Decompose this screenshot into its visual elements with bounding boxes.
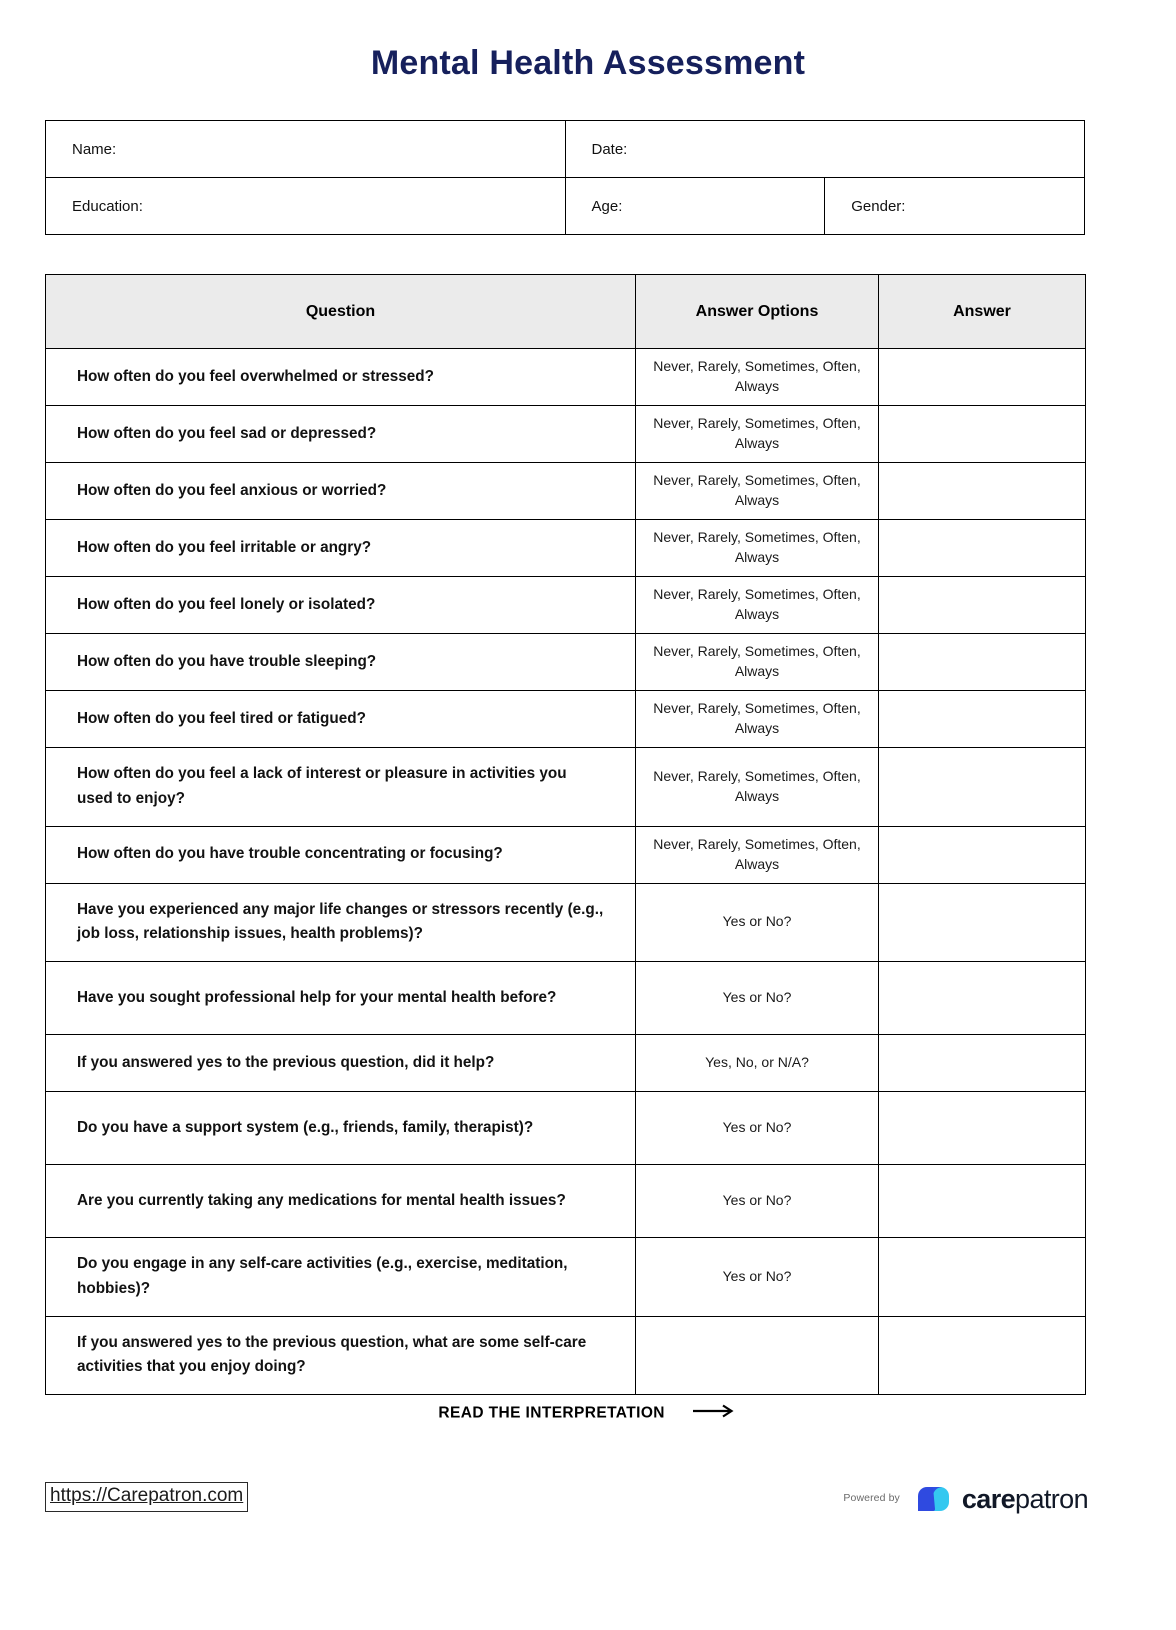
column-header-answer: Answer xyxy=(879,275,1086,349)
answer-input-cell[interactable] xyxy=(879,1165,1086,1238)
answer-input-cell[interactable] xyxy=(879,634,1086,691)
question-cell: How often do you feel anxious or worried? xyxy=(46,463,636,520)
table-row xyxy=(46,349,1086,406)
question-cell: How often do you feel irritable or angry? xyxy=(46,520,636,577)
page-title: Mental Health Assessment xyxy=(370,44,806,82)
table-row xyxy=(46,691,1086,748)
answer-options-cell: Never, Rarely, Sometimes, Often, Always xyxy=(636,826,879,883)
table-row xyxy=(46,826,1086,883)
carepatron-wordmark-bold: care xyxy=(961,1483,1016,1514)
answer-options-cell: Never, Rarely, Sometimes, Often, Always xyxy=(636,349,879,406)
answer-options-cell xyxy=(636,1316,879,1395)
answer-input-cell[interactable] xyxy=(879,826,1086,883)
question-cell: How often do you feel a lack of interest or pleasure in activities you used to enjoy? xyxy=(46,748,636,827)
carepatron-logo-icon xyxy=(909,1483,953,1515)
question-cell: How often do you feel tired or fatigued? xyxy=(46,691,636,748)
question-cell: How often do you feel overwhelmed or stressed? xyxy=(46,349,636,406)
answer-input-cell[interactable] xyxy=(879,1035,1086,1092)
question-cell: If you answered yes to the previous question, what are some self-care activities that you enjoy doing? xyxy=(46,1316,636,1395)
answer-options-cell: Yes, No, or N/A? xyxy=(636,1035,879,1092)
carepatron-url-link[interactable]: https://Carepatron.com xyxy=(45,1482,248,1512)
answer-options-cell: Yes or No? xyxy=(636,1092,879,1165)
table-row xyxy=(46,1316,1086,1395)
question-cell: If you answered yes to the previous question, did it help? xyxy=(46,1035,636,1092)
carepatron-wordmark xyxy=(961,1483,1088,1514)
carepatron-wordmark-light: patron xyxy=(1015,1483,1088,1514)
answer-input-cell[interactable] xyxy=(879,1092,1086,1165)
answer-input-cell[interactable] xyxy=(879,463,1086,520)
table-row xyxy=(46,748,1086,827)
assessment-table-body xyxy=(46,349,1086,1395)
answer-options-cell: Yes or No? xyxy=(636,1238,879,1317)
table-header-row xyxy=(46,275,1086,349)
demographics-row-1 xyxy=(46,121,1085,178)
age-field[interactable]: Age: xyxy=(565,178,825,235)
table-row xyxy=(46,634,1086,691)
name-field[interactable]: Name: xyxy=(46,121,566,178)
question-cell: Are you currently taking any medications for mental health issues? xyxy=(46,1165,636,1238)
demographics-table xyxy=(45,120,1085,235)
answer-input-cell[interactable] xyxy=(879,577,1086,634)
answer-input-cell[interactable] xyxy=(879,406,1086,463)
answer-input-cell[interactable] xyxy=(879,1316,1086,1395)
column-header-answer-options: Answer Options xyxy=(636,275,879,349)
table-row xyxy=(46,577,1086,634)
table-row xyxy=(46,1238,1086,1317)
answer-options-cell: Yes or No? xyxy=(636,883,879,962)
answer-input-cell[interactable] xyxy=(879,883,1086,962)
table-row xyxy=(46,520,1086,577)
answer-options-cell: Yes or No? xyxy=(636,1165,879,1238)
answer-input-cell[interactable] xyxy=(879,962,1086,1035)
answer-options-cell: Never, Rarely, Sometimes, Often, Always xyxy=(636,691,879,748)
table-row xyxy=(46,962,1086,1035)
column-header-question: Question xyxy=(46,275,636,349)
table-row xyxy=(46,1165,1086,1238)
question-cell: Do you have a support system (e.g., friends, family, therapist)? xyxy=(46,1092,636,1165)
answer-input-cell[interactable] xyxy=(879,349,1086,406)
demographics-row-2 xyxy=(46,178,1085,235)
answer-input-cell[interactable] xyxy=(879,691,1086,748)
assessment-table xyxy=(45,274,1086,1395)
table-row xyxy=(46,1035,1086,1092)
answer-options-cell: Never, Rarely, Sometimes, Often, Always xyxy=(636,634,879,691)
answer-input-cell[interactable] xyxy=(879,520,1086,577)
education-field[interactable]: Education: xyxy=(46,178,566,235)
question-cell: Have you experienced any major life changes or stressors recently (e.g., job loss, relationship issues, health problems)? xyxy=(46,883,636,962)
table-row xyxy=(46,463,1086,520)
table-row xyxy=(46,883,1086,962)
arrow-right-icon xyxy=(692,1404,738,1423)
answer-options-cell: Never, Rarely, Sometimes, Often, Always xyxy=(636,520,879,577)
question-cell: Have you sought professional help for your mental health before? xyxy=(46,962,636,1035)
answer-options-cell: Yes or No? xyxy=(636,962,879,1035)
answer-options-cell: Never, Rarely, Sometimes, Often, Always xyxy=(636,463,879,520)
answer-input-cell[interactable] xyxy=(879,1238,1086,1317)
question-cell: Do you engage in any self-care activities (e.g., exercise, meditation, hobbies)? xyxy=(46,1238,636,1317)
answer-options-cell: Never, Rarely, Sometimes, Often, Always xyxy=(636,406,879,463)
question-cell: How often do you have trouble concentrating or focusing? xyxy=(46,826,636,883)
read-interpretation-link[interactable] xyxy=(0,1404,1176,1423)
read-interpretation-label: READ THE INTERPRETATION xyxy=(438,1404,665,1422)
powered-by-label: Powered by xyxy=(843,1492,900,1505)
answer-options-cell: Never, Rarely, Sometimes, Often, Always xyxy=(636,748,879,827)
question-cell: How often do you feel lonely or isolated? xyxy=(46,577,636,634)
gender-field[interactable]: Gender: xyxy=(825,178,1085,235)
answer-options-cell: Never, Rarely, Sometimes, Often, Always xyxy=(636,577,879,634)
date-field[interactable]: Date: xyxy=(565,121,1085,178)
table-row xyxy=(46,406,1086,463)
question-cell: How often do you have trouble sleeping? xyxy=(46,634,636,691)
answer-input-cell[interactable] xyxy=(879,748,1086,827)
question-cell: How often do you feel sad or depressed? xyxy=(46,406,636,463)
powered-by-carepatron xyxy=(843,1483,1088,1515)
table-row xyxy=(46,1092,1086,1165)
